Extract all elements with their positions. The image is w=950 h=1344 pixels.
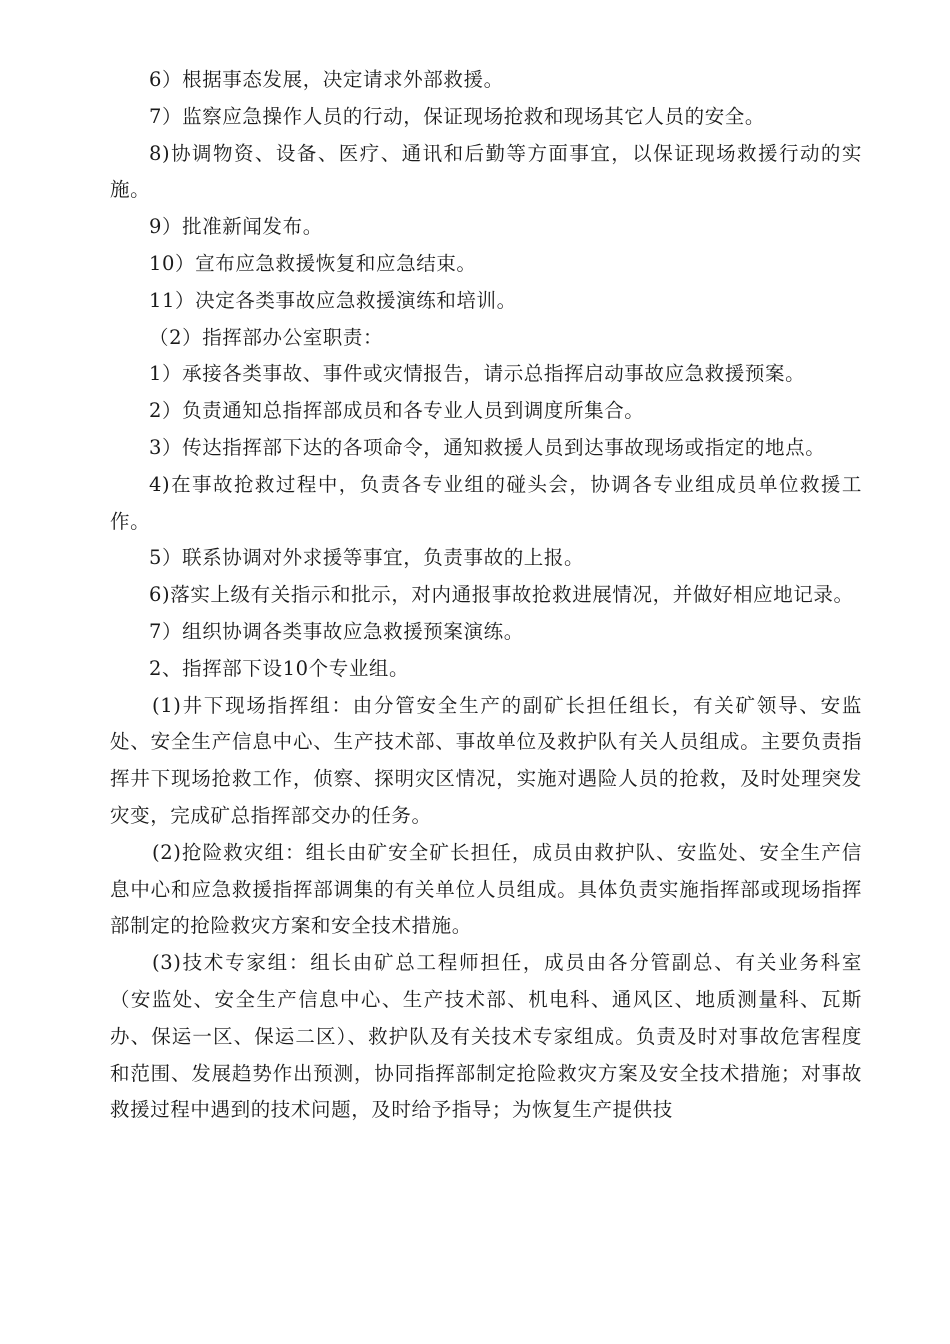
paragraph: 4)在事故抢救过程中，负责各专业组的碰头会，协调各专业组成员单位救援工作。 bbox=[110, 472, 862, 533]
paragraph: 6）根据事态发展，决定请求外部救援。 bbox=[149, 68, 504, 91]
paragraph: 3）传达指挥部下达的各项命令，通知救援人员到达事故现场或指定的地点。 bbox=[149, 435, 826, 459]
paragraph: 8)协调物资、设备、医疗、通讯和后勤等方面事宜，以保证现场救援行动的实施。 bbox=[110, 141, 862, 202]
section-heading: 2、指挥部下设10个专业组。 bbox=[149, 656, 410, 680]
paragraph: 7）监察应急操作人员的行动，保证现场抢救和现场其它人员的安全。 bbox=[149, 104, 766, 128]
paragraph: 5）联系协调对外求援等事宜，负责事故的上报。 bbox=[149, 546, 585, 570]
document-body bbox=[110, 62, 862, 1129]
paragraph: 10）宣布应急救援恢复和应急结束。 bbox=[149, 251, 477, 275]
paragraph: 7）组织协调各类事故应急救援预案演练。 bbox=[149, 619, 524, 643]
paragraph: 2）负责通知总指挥部成员和各专业人员到调度所集合。 bbox=[149, 399, 645, 423]
paragraph: 11）决定各类事故应急救援演练和培训。 bbox=[149, 288, 517, 312]
paragraph: (1)井下现场指挥组：由分管安全生产的副矿长担任组长，有关矿领导、安监处、安全生产信息中心、生产技术部、事故单位及救护队有关人员组成。主要负责指挥井下现场抢救工作，侦察、探明灾区情况，实施对遇险人员的抢救，及时处理突发灾变，完成矿总指挥部交办的任务。 bbox=[110, 693, 862, 827]
paragraph: 6)落实上级有关指示和批示，对内通报事故抢救进展情况，并做好相应地记录。 bbox=[149, 583, 854, 607]
paragraph: 9）批准新闻发布。 bbox=[149, 215, 323, 239]
paragraph: (3)技术专家组：组长由矿总工程师担任，成员由各分管副总、有关业务科室（安监处、安全生产信息中心、生产技术部、机电科、通风区、地质测量科、瓦斯办、保运一区、保运二区）、救护队及有关技术专家组成。负责及时对事故危害程度和范围、发展趋势作出预测，协同指挥部制定抢险救灾方案及安全技术措施；对事故救援过程中遇到的技术问题，及时给予指导；为恢复生产提供技 bbox=[110, 951, 862, 1122]
paragraph: (2)抢险救灾组：组长由矿安全矿长担任，成员由救护队、安监处、安全生产信息中心和应急救援指挥部调集的有关单位人员组成。具体负责实施指挥部或现场指挥部制定的抢险救灾方案和安全技术措施。 bbox=[110, 840, 862, 938]
paragraph: 1）承接各类事故、事件或灾情报告，请示总指挥启动事故应急救援预案。 bbox=[149, 362, 806, 386]
section-heading: （2）指挥部办公室职责： bbox=[149, 325, 384, 349]
